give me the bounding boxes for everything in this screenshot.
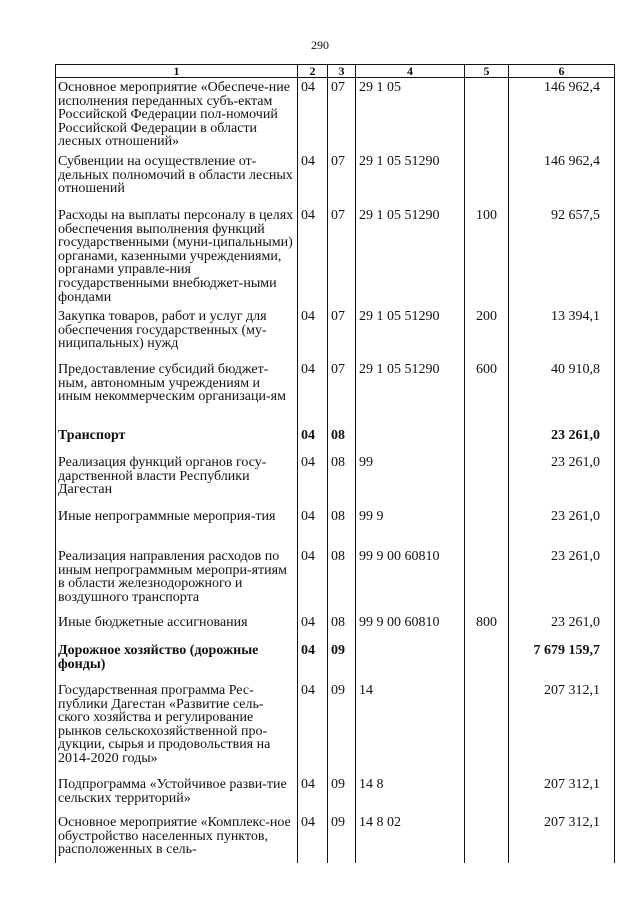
row-expense-type <box>465 507 509 547</box>
row-amount: 13 394,1 <box>509 307 615 360</box>
table-row <box>56 775 615 813</box>
row-target-article: 14 8 <box>356 775 465 813</box>
row-amount: 207 312,1 <box>509 813 615 863</box>
row-target-article: 99 <box>356 453 465 507</box>
row-subsection: 09 <box>328 775 356 813</box>
row-section: 04 <box>298 206 328 307</box>
row-section: 04 <box>298 307 328 360</box>
row-expense-type <box>465 775 509 813</box>
row-section: 04 <box>298 360 328 426</box>
row-amount: 40 910,8 <box>509 360 615 426</box>
row-expense-type <box>465 78 509 153</box>
row-expense-type: 100 <box>465 206 509 307</box>
row-target-article: 29 1 05 <box>356 78 465 153</box>
header-col-3: 3 <box>328 65 356 78</box>
table-row <box>56 613 615 641</box>
row-expense-type <box>465 453 509 507</box>
row-name: Государственная программа Рес-публики Дагестан «Развитие сель-ского хозяйства и регулирование рынков сельскохозяйственной про-дукции, сырья и продовольствия на 2014-2020 годы» <box>56 681 298 775</box>
row-subsection: 08 <box>328 613 356 641</box>
row-subsection: 07 <box>328 307 356 360</box>
row-section: 04 <box>298 426 328 453</box>
row-section: 04 <box>298 613 328 641</box>
row-name: Подпрограмма «Устойчивое разви-тие сельских территорий» <box>56 775 298 813</box>
row-name: Закупка товаров, работ и услуг для обеспечения государственных (му-ниципальных) нужд <box>56 307 298 360</box>
table-row <box>56 507 615 547</box>
row-name: Расходы на выплаты персоналу в целях обеспечения выполнения функций государственными (муни-ципальными) органами, казенными учреждениями, органами управле-ния государственными внебюджет-ными фондами <box>56 206 298 307</box>
row-subsection: 07 <box>328 206 356 307</box>
row-section: 04 <box>298 641 328 681</box>
row-target-article: 29 1 05 51290 <box>356 360 465 426</box>
row-name: Основное мероприятие «Обеспече-ние исполнения переданных субъ-ектам Российской Федерации пол-номочий Российской Федерации в области лесных отношений» <box>56 78 298 153</box>
row-subsection: 09 <box>328 681 356 775</box>
row-subsection: 08 <box>328 426 356 453</box>
page-number: 290 <box>311 38 329 52</box>
row-subsection: 07 <box>328 360 356 426</box>
header-col-4: 4 <box>356 65 465 78</box>
header-col-5: 5 <box>465 65 509 78</box>
row-name: Иные непрограммные мероприя-тия <box>56 507 298 547</box>
row-section: 04 <box>298 547 328 613</box>
header-col-2: 2 <box>298 65 328 78</box>
row-amount: 146 962,4 <box>509 78 615 153</box>
table-row <box>56 681 615 775</box>
row-amount: 146 962,4 <box>509 152 615 206</box>
budget-table <box>55 64 615 863</box>
row-target-article: 99 9 <box>356 507 465 547</box>
table-row <box>56 453 615 507</box>
row-subsection: 09 <box>328 813 356 863</box>
table-row <box>56 641 615 681</box>
table-row <box>56 78 615 153</box>
row-name: Субвенции на осуществление от-дельных полномочий в области лесных отношений <box>56 152 298 206</box>
table-row <box>56 547 615 613</box>
row-target-article: 29 1 05 51290 <box>356 206 465 307</box>
row-amount: 207 312,1 <box>509 775 615 813</box>
row-target-article: 99 9 00 60810 <box>356 547 465 613</box>
row-amount: 23 261,0 <box>509 453 615 507</box>
row-name: Основное мероприятие «Комплекс-ное обустройство населенных пунктов, расположенных в сель- <box>56 813 298 863</box>
row-amount: 92 657,5 <box>509 206 615 307</box>
header-col-6: 6 <box>509 65 615 78</box>
row-section: 04 <box>298 813 328 863</box>
row-name: Предоставление субсидий бюджет-ным, автономным учреждениям и иным некоммерческим организаци-ям <box>56 360 298 426</box>
row-expense-type <box>465 547 509 613</box>
row-name: Иные бюджетные ассигнования <box>56 613 298 641</box>
table-row <box>56 307 615 360</box>
row-amount: 23 261,0 <box>509 613 615 641</box>
row-section: 04 <box>298 681 328 775</box>
table-row <box>56 206 615 307</box>
row-name: Реализация функций органов госу-дарственной власти Республики Дагестан <box>56 453 298 507</box>
row-target-article <box>356 426 465 453</box>
row-subsection: 08 <box>328 507 356 547</box>
row-amount: 23 261,0 <box>509 507 615 547</box>
row-section: 04 <box>298 507 328 547</box>
row-name: Реализация направления расходов по иным непрограммным меропри-ятиям в области железнодорожного и воздушного транспорта <box>56 547 298 613</box>
header-col-1: 1 <box>56 65 298 78</box>
row-expense-type: 200 <box>465 307 509 360</box>
table-row <box>56 813 615 863</box>
row-section: 04 <box>298 453 328 507</box>
row-expense-type <box>465 813 509 863</box>
row-subsection: 07 <box>328 152 356 206</box>
row-target-article: 29 1 05 51290 <box>356 307 465 360</box>
row-target-article: 29 1 05 51290 <box>356 152 465 206</box>
row-subsection: 07 <box>328 78 356 153</box>
row-subsection: 09 <box>328 641 356 681</box>
row-name: Транспорт <box>56 426 298 453</box>
row-expense-type <box>465 152 509 206</box>
row-expense-type: 600 <box>465 360 509 426</box>
row-expense-type: 800 <box>465 613 509 641</box>
row-amount: 7 679 159,7 <box>509 641 615 681</box>
row-target-article <box>356 641 465 681</box>
row-target-article: 14 8 02 <box>356 813 465 863</box>
table-row <box>56 152 615 206</box>
row-amount: 207 312,1 <box>509 681 615 775</box>
row-section: 04 <box>298 78 328 153</box>
row-subsection: 08 <box>328 547 356 613</box>
row-section: 04 <box>298 152 328 206</box>
table-row <box>56 426 615 453</box>
row-name: Дорожное хозяйство (дорожные фонды) <box>56 641 298 681</box>
row-expense-type <box>465 641 509 681</box>
row-subsection: 08 <box>328 453 356 507</box>
header-row <box>56 65 615 78</box>
row-amount: 23 261,0 <box>509 547 615 613</box>
row-expense-type <box>465 426 509 453</box>
row-expense-type <box>465 681 509 775</box>
table-row <box>56 360 615 426</box>
row-target-article: 99 9 00 60810 <box>356 613 465 641</box>
row-target-article: 14 <box>356 681 465 775</box>
row-section: 04 <box>298 775 328 813</box>
row-amount: 23 261,0 <box>509 426 615 453</box>
